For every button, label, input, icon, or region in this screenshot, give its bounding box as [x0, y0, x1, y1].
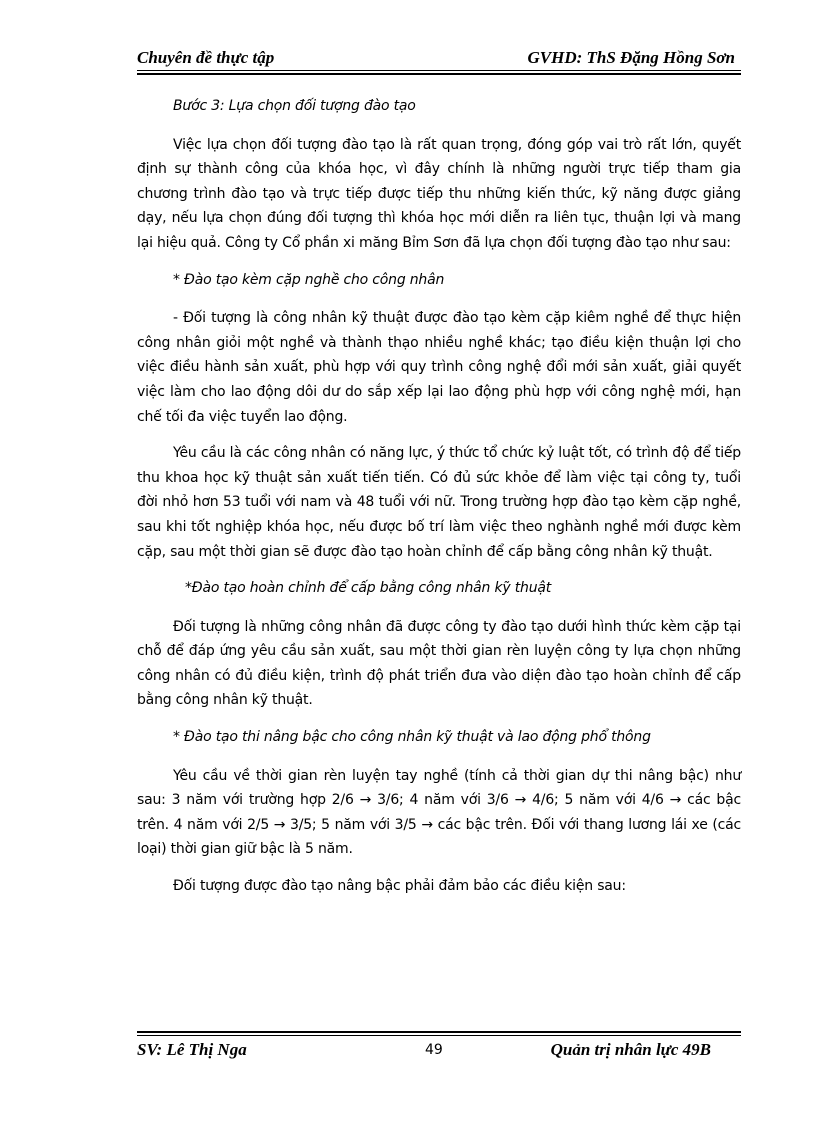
header-rule-thick [137, 73, 741, 75]
footer-rule-thick [137, 1031, 741, 1033]
document-body [137, 94, 741, 911]
header-supervisor: GVHD: ThS Đặng Hồng Sơn [527, 48, 735, 67]
section-heading: * Đào tạo kèm cặp nghề cho công nhân [173, 271, 445, 288]
page-number: 49 [425, 1042, 443, 1058]
body-paragraph: Yêu cầu là các công nhân có năng lực, ý thức tổ chức kỷ luật tốt, có trình độ để tiếp thu khoa học kỹ thuật sản xuất tiến tiến. Có đủ sức khỏe để làm việc tại công ty, tuổi đời nhỏ hơn 53 tuổi với nam và 48 tuổi với nữ. Trong trường hợp đào tạo kèm cặp nghề, sau khi tốt nghiệp khóa học, nếu được bố trí làm việc theo nghành nghề mới được kèm cặp, sau một thời gian sẽ được đào tạo hoàn chỉnh để cấp bằng công nhân kỹ thuật. [137, 445, 741, 560]
section-heading: * Đào tạo thi nâng bậc cho công nhân kỹ thuật và lao động phổ thông [173, 729, 651, 746]
body-paragraph: - Đối tượng là công nhân kỹ thuật được đào tạo kèm cặp kiêm nghề để thực hiện công nhân giỏi một nghề và thành thạo nhiều nghề khác; tạo điều kiện thuận lợi cho việc điều hành sản xuất, phù hợp với quy trình công nghệ đổi mới sản xuất, giải quyết việc làm cho lao động dôi dư do sắp xếp lại lao động phù hợp với công nghệ mới, hạn chế tối đa việc tuyển lao động. [137, 310, 741, 425]
footer-student: SV: Lê Thị Nga [137, 1040, 247, 1059]
body-paragraph: Đối tượng là những công nhân đã được công ty đào tạo dưới hình thức kèm cặp tại chỗ để đáp ứng yêu cầu sản xuất, sau một thời gian rèn luyện công ty lựa chọn những công nhân có đủ điều kiện, trình độ phát triển đưa vào diện đào tạo hoàn chỉnh để cấp bằng công nhân kỹ thuật. [137, 618, 741, 709]
page-footer [137, 1040, 741, 1062]
body-paragraph: Yêu cầu về thời gian rèn luyện tay nghề (tính cả thời gian dự thi nâng bậc) như sau: 3 năm với trường hợp 2/6 → 3/6; 4 năm với 3/6 → 4/6; 5 năm với 4/6 → các bậc trên. 4 năm với 2/5 → 3/5; 5 năm với 3/5 → các bậc trên. Đối với thang lương lái xe (các loại) thời gian giữ bậc là 5 năm. [137, 767, 741, 858]
page-header [137, 48, 741, 70]
section-heading: *Đào tạo hoàn chỉnh để cấp bằng công nhân kỹ thuật [185, 580, 552, 597]
footer-class: Quản trị nhân lực 49B [550, 1040, 711, 1059]
body-paragraph: Đối tượng được đào tạo nâng bậc phải đảm bảo các điều kiện sau: [173, 878, 626, 895]
footer-rule-thin [137, 1035, 741, 1036]
header-title: Chuyên đề thực tập [137, 48, 275, 67]
body-paragraph: Việc lựa chọn đối tượng đào tạo là rất quan trọng, đóng góp vai trò rất lớn, quyết định sự thành công của khóa học, vì đây chính là những người trực tiếp tham gia chương trình đào tạo và trực tiếp được tiếp thu những kiến thức, kỹ năng được giảng dạy, nếu lựa chọn đúng đối tượng thì khóa học mới diễn ra liên tục, thuận lợi và mang lại hiệu quả. Công ty Cổ phần xi măng Bỉm Sơn đã lựa chọn đối tượng đào tạo như sau: [137, 136, 741, 251]
header-rule-thin [137, 70, 741, 71]
step-heading: Bước 3: Lựa chọn đối tượng đào tạo [173, 98, 416, 114]
